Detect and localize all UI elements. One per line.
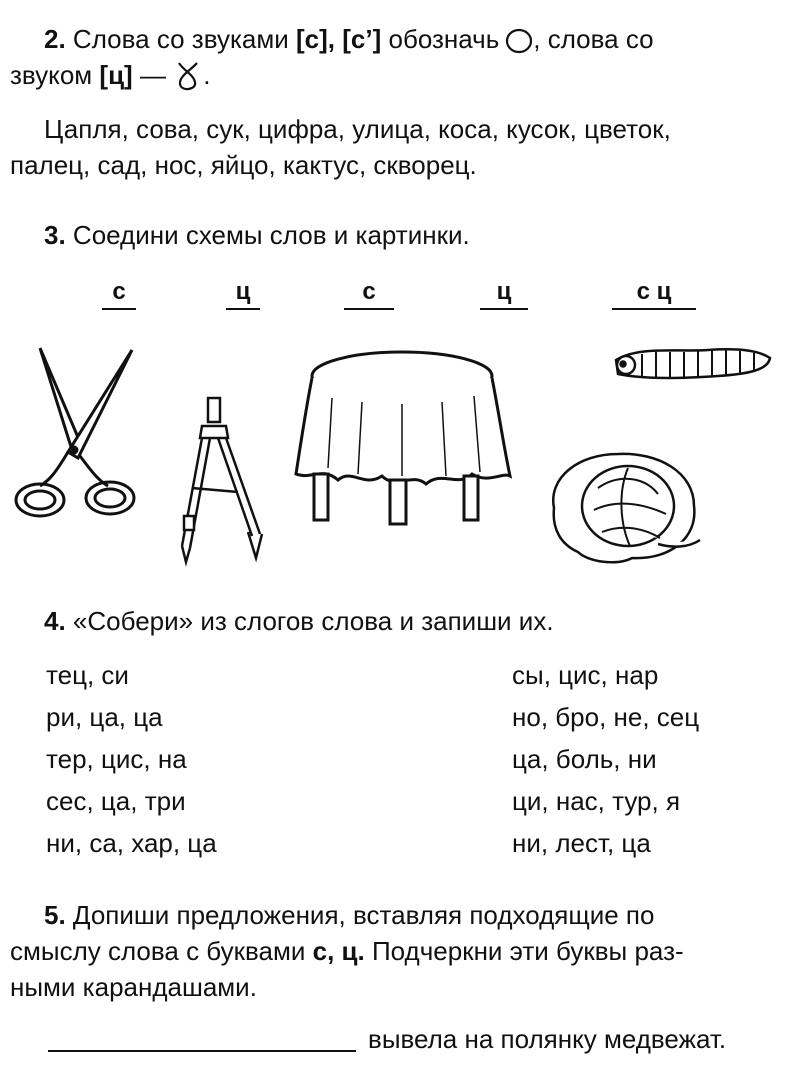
answer-blank-line[interactable]	[48, 1050, 356, 1052]
word-scheme-4[interactable]: ц	[480, 278, 528, 306]
scissors-icon[interactable]	[10, 340, 140, 520]
syllables-right-column	[512, 654, 699, 864]
syllable-item: ни, лест, ца	[512, 828, 651, 858]
word-scheme-2[interactable]: ц	[226, 278, 260, 306]
syllable-item: тец, си	[46, 660, 129, 690]
caterpillar-icon[interactable]	[608, 340, 776, 390]
task2-line2: звуком [ц] — .	[10, 58, 210, 94]
syllable-item: сы, цис, нар	[512, 660, 659, 690]
task2-words-line1: Цапля, сова, сук, цифра, улица, коса, кусок, цветок,	[44, 114, 671, 144]
syllables-left-column	[46, 654, 217, 864]
syllable-item: тер, цис, на	[46, 744, 187, 774]
task3-number: 3.	[44, 220, 66, 250]
task5-line1: 5. Допиши предложения, вставляя подходящие по	[44, 900, 655, 930]
task4-number: 4.	[44, 606, 66, 636]
word-scheme-3[interactable]: с	[344, 278, 394, 306]
sound-ts: [ц]	[99, 60, 133, 90]
syllable-item: ри, ца, ца	[46, 702, 163, 732]
task5-line2: смыслу слова с буквами с, ц. Подчеркни эти буквы раз-	[10, 936, 684, 966]
compass-icon[interactable]	[172, 396, 272, 566]
sound-s: [с], [с’]	[296, 24, 382, 54]
syllable-item: ци, нас, тур, я	[512, 786, 681, 816]
syllable-item: ца, боль, ни	[512, 744, 657, 774]
cabbage-icon[interactable]	[548, 448, 704, 568]
task5-sentence: вывела на полянку медвежат.	[368, 1024, 727, 1054]
crossed-loop-icon	[173, 60, 203, 94]
task5-letters: с, ц.	[312, 936, 365, 966]
task2-number: 2.	[44, 24, 66, 54]
circle-icon	[505, 28, 533, 54]
syllable-item: ни, са, хар, ца	[46, 828, 217, 858]
task2-words-line2: палец, сад, нос, яйцо, кактус, скворец.	[10, 150, 477, 180]
table-icon[interactable]	[292, 348, 514, 528]
task2-line1: 2. Слова со звуками [с], [с’] обозначь , слова со	[44, 24, 654, 54]
task3-heading: 3. Соедини схемы слов и картинки.	[44, 220, 470, 250]
word-scheme-5[interactable]: с ц	[612, 278, 696, 306]
task5-line3: ными карандашами.	[10, 972, 257, 1002]
task5-number: 5.	[44, 900, 66, 930]
syllable-item: но, бро, не, сец	[512, 702, 700, 732]
syllable-item: сес, ца, три	[46, 786, 186, 816]
word-scheme-1[interactable]: с	[102, 278, 136, 306]
task4-heading: 4. «Собери» из слогов слова и запиши их.	[44, 606, 554, 636]
